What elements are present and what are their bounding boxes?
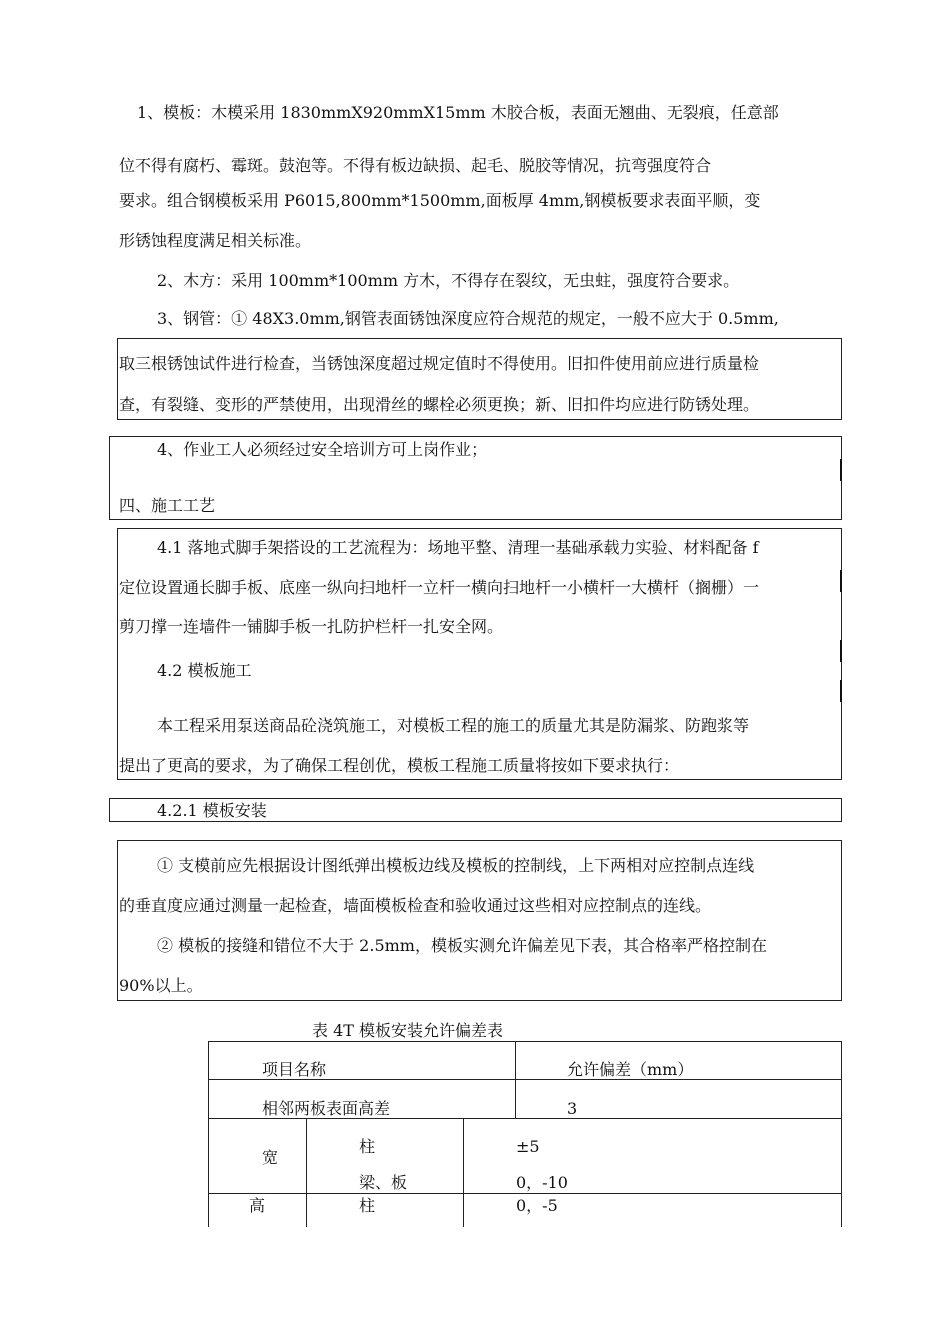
table-cell-width-beam-value: 0，-10 — [516, 1173, 568, 1192]
table-caption: 表 4T 模板安装允许偏差表 — [312, 1021, 504, 1040]
para-4: 4、作业工人必须经过安全培训方可上岗作业； — [157, 440, 488, 459]
table-cell-adjacent-name: 相邻两板表面高差 — [262, 1099, 391, 1118]
para-3-line-3: 查，有裂缝、变形的严禁使用，出现滑丝的螺栓必须更换；新、旧扣件均应进行防锈处理。 — [119, 395, 760, 414]
para-421b-line-1: ② 模板的接缝和错位不大于 2.5mm，模板实测允许偏差见下表，其合格率严格控制在 — [157, 936, 767, 955]
section-4-heading: 四、施工工艺 — [119, 496, 216, 515]
table-cell-width-col-name: 柱 — [359, 1137, 376, 1156]
table-cell-height-group: 高 — [249, 1196, 266, 1215]
para-41-line-2: 定位设置通长脚手板、底座一纵向扫地杆一立杆一横向扫地杆一小横杆一大横杆（搁栅）一 — [119, 578, 760, 597]
heading-42: 4.2 模板施工 — [157, 661, 252, 680]
table-cell-width-group: 宽 — [262, 1148, 279, 1167]
para-1-line-3: 要求。组合钢模板采用 P6015,800mm*1500mm,面板厚 4mm,钢模板要求表面平顺，变 — [119, 191, 761, 210]
para-421a-line-2: 的垂直度应通过测量一起检查，墙面模板检查和验收通过这些相对应控制点的连线。 — [119, 896, 712, 915]
table-cell-width-beam-name: 梁、板 — [359, 1173, 408, 1192]
para-41-line-3: 剪刀撑一连墙件一铺脚手板一扎防护栏杆一扎安全网。 — [119, 617, 504, 636]
para-1-line-2: 位不得有腐朽、霉斑。鼓泡等。不得有板边缺损、起毛、脱胶等情况，抗弯强度符合 — [119, 156, 712, 175]
table-header-tolerance: 允许偏差（mm） — [567, 1060, 694, 1079]
section-41-42-frame — [117, 528, 842, 780]
para-1-line-1: 1、模板：木模采用 1830mmX920mmX15mm 木胶合板，表面无翘曲、无裂痕，任意部 — [137, 103, 779, 122]
para-421a-line-1: ① 支模前应先根据设计图纸弹出模板边线及模板的控制线，上下两相对应控制点连线 — [157, 856, 755, 875]
para-3-line-1: 3、钢管：① 48X3.0mm,钢管表面锈蚀深度应符合规范的规定，一般不应大于 0.5mm, — [157, 309, 779, 328]
table-cell-width-col-value: ±5 — [516, 1137, 540, 1156]
para-42-line-1: 本工程采用泵送商品砼浇筑施工，对模板工程的施工的质量尤其是防漏浆、防跑浆等 — [157, 716, 750, 735]
table-cell-height-col-value: 0，-5 — [516, 1196, 558, 1215]
heading-421: 4.2.1 模板安装 — [157, 801, 267, 820]
margin-tick — [840, 680, 842, 702]
para-3-line-2: 取三根锈蚀试件进行检查，当锈蚀深度超过规定值时不得使用。旧扣件使用前应进行质量检 — [119, 354, 760, 373]
table-header-name: 项目名称 — [262, 1060, 327, 1079]
para-41-line-1: 4.1 落地式脚手架搭设的工艺流程为：场地平整、清理一基础承载力实验、材料配备 f — [157, 538, 759, 557]
margin-tick — [840, 570, 842, 592]
para-421b-line-2: 90%以上。 — [119, 976, 203, 995]
table-cell-height-col-name: 柱 — [359, 1196, 376, 1215]
para-2: 2、木方：采用 100mm*100mm 方木，不得存在裂纹，无虫蛀，强度符合要求。 — [157, 271, 740, 290]
para-1-line-4: 形锈蚀程度满足相关标准。 — [119, 231, 312, 250]
margin-tick — [840, 459, 842, 481]
table-cell-adjacent-value: 3 — [567, 1099, 578, 1118]
margin-tick — [840, 640, 842, 662]
para-42-line-2: 提出了更高的要求，为了确保工程创优，模板工程施工质量将按如下要求执行： — [119, 756, 680, 775]
